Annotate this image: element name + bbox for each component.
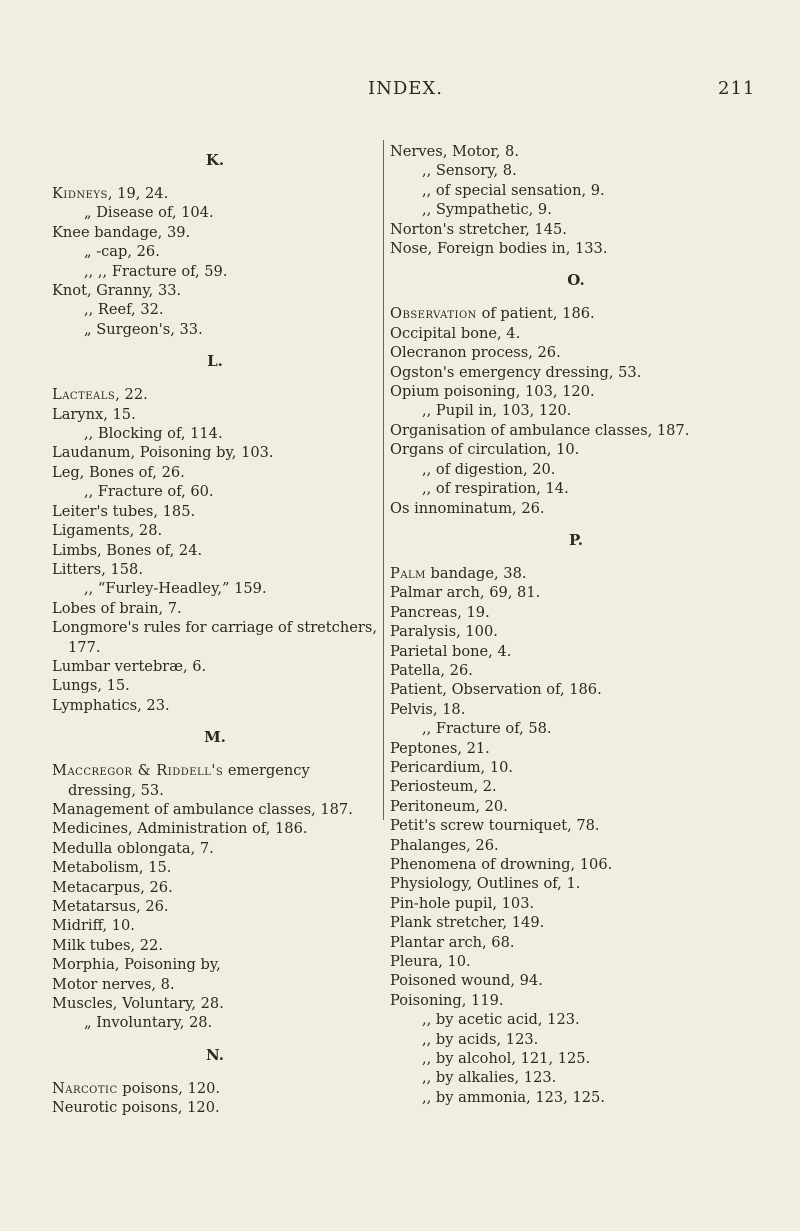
entry-text: Phalanges, 26. [390,836,499,854]
index-entry [52,839,378,858]
index-entry [52,184,378,203]
index-entry [52,405,378,424]
index-entry [52,443,378,462]
entry-text: Organisation of ambulance classes, 187. [390,421,690,439]
entry-text: Organs of circulation, 10. [390,441,580,459]
index-subentry [390,200,762,219]
index-subentry [390,1068,762,1087]
entry-text: Paralysis, 100. [390,623,498,641]
section-letter: M. [204,728,226,747]
entry-text: Norton's stretcher, 145. [390,220,567,238]
entry-text: ,, of respiration, 14. [422,480,569,498]
index-entry [390,324,762,343]
index-entry [390,971,762,990]
index-subentry [52,242,378,261]
index-subentry [390,479,762,498]
entry-text: Patella, 26. [390,661,473,679]
entry-text: Medicines, Administration of, 186. [52,820,308,838]
entry-text: Petit's screw tourniquet, 78. [390,817,600,835]
index-entry [52,521,378,540]
index-entry [52,994,378,1013]
index-entry [390,564,762,583]
entry-text: Midriff, 10. [52,917,135,935]
index-entry [52,800,378,819]
index-entry [390,363,762,382]
index-entry [390,758,762,777]
index-subentry [390,181,762,200]
entry-text: ,, Sympathetic, 9. [422,201,552,219]
entry-text: Nerves, Motor, 8. [390,143,519,160]
index-entry [390,952,762,971]
index-entry [52,878,378,897]
index-entry [390,583,762,602]
entry-text: ,, Reef, 32. [84,301,164,319]
index-entry [52,696,378,715]
index-entry [390,855,762,874]
index-entry [52,281,378,300]
index-entry [52,560,378,579]
index-entry [390,304,762,323]
entry-lead-word: Kidneys [52,185,108,202]
index-entry [52,502,378,521]
entry-text: Olecranon process, 26. [390,344,561,362]
index-subentry [52,203,378,222]
index-entry [390,622,762,641]
entry-text: ,, Fracture of, 60. [84,483,214,501]
entry-text: Poisoned wound, 94. [390,972,543,990]
entry-text: Laudanum, Poisoning by, 103. [52,444,274,462]
entry-text: Knot, Granny, 33. [52,282,182,300]
index-subentry [52,1013,378,1032]
right-index-column [390,142,762,1107]
entry-text: Larynx, 15. [52,405,136,423]
entry-text: ,, by alkalies, 123. [422,1069,557,1087]
entry-text: emergency dressing, 53. [68,762,310,799]
index-entry [52,618,378,657]
index-subentry [390,1049,762,1068]
entry-text: Phenomena of drowning, 106. [390,856,613,873]
section-letter: N. [206,1045,224,1064]
entry-text: ,, by alcohol, 121, 125. [422,1050,591,1068]
entry-text: Os innominatum, 26. [390,499,545,517]
index-entry [52,1079,378,1098]
index-entry [390,777,762,796]
index-entry [390,421,762,440]
index-entry [390,343,762,362]
index-entry [390,816,762,835]
column-divider [383,140,384,820]
index-entry [52,936,378,955]
entry-text: Ogston's emergency dressing, 53. [390,363,642,381]
entry-lead-word: Observation [390,305,477,323]
entry-text: ,, Fracture of, 58. [422,720,552,738]
entry-text: Longmore's rules for carriage of stretchers, 177. [52,619,377,656]
index-entry [390,894,762,913]
entry-text: Patient, Observation of, 186. [390,681,602,699]
entry-text: Nose, Foreign bodies in, 133. [390,240,608,258]
entry-text: „ Involuntary, 28. [84,1014,213,1032]
index-entry [52,761,378,800]
entry-text: Pin-hole pupil, 103. [390,894,535,912]
index-entry [52,916,378,935]
index-entry [390,913,762,932]
index-entry [52,1098,378,1117]
entry-text: Plantar arch, 68. [390,933,515,951]
entry-text: ,, by acids, 123. [422,1030,539,1048]
index-entry [390,680,762,699]
entry-text: Poisoning, 119. [390,991,504,1009]
page-number: 211 [718,78,756,99]
entry-lead-word: Palm [390,564,426,582]
index-entry [390,220,762,239]
index-entry [390,440,762,459]
entry-text: Metatarsus, 26. [52,898,169,915]
index-entry [52,975,378,994]
index-entry [390,874,762,893]
index-subentry [390,719,762,738]
entry-text: ,, of special sensation, 9. [422,181,605,199]
index-subentry [390,1030,762,1049]
index-entry [52,819,378,838]
entry-text: Pelvis, 18. [390,700,466,718]
index-entry [52,385,378,404]
entry-text: Peritoneum, 20. [390,797,508,815]
entry-text: Lymphatics, 23. [52,696,170,714]
index-subentry [390,161,762,180]
entry-text: poisons, 120. [117,1079,221,1097]
entry-text: „ Surgeon's, 33. [84,320,203,338]
entry-text: Leg, Bones of, 26. [52,463,185,481]
index-entry [52,223,378,242]
entry-text: ,, by ammonia, 123, 125. [422,1088,605,1106]
index-subentry [52,424,378,443]
entry-text: Leiter's tubes, 185. [52,502,196,520]
index-entry [390,739,762,758]
entry-text: ,, Sensory, 8. [422,162,517,180]
entry-text: Periosteum, 2. [390,778,497,796]
index-subentry [390,1010,762,1029]
entry-text: ,, of digestion, 20. [422,460,556,478]
index-entry [390,700,762,719]
index-entry [390,991,762,1010]
entry-text: „ Disease of, 104. [84,204,214,222]
left-index-column [52,142,378,1118]
entry-text: Motor nerves, 8. [52,975,175,993]
index-entry [52,599,378,618]
index-entry [52,676,378,695]
index-entry [52,541,378,560]
entry-text: Milk tubes, 22. [52,936,163,954]
index-entry [52,858,378,877]
entry-lead-word: Maccregor & Riddell's [52,762,224,780]
index-subentry [52,482,378,501]
index-entry [390,603,762,622]
index-subentry [52,262,378,281]
entry-text: Ligaments, 28. [52,522,163,540]
entry-text: Palmar arch, 69, 81. [390,584,541,602]
section-letter: L. [207,352,223,371]
entry-text: , 19, 24. [107,185,169,202]
entry-text: Peptones, 21. [390,739,490,757]
index-subentry [52,579,378,598]
index-entry [52,897,378,916]
entry-text: Lobes of brain, 7. [52,599,182,617]
index-subentry [52,300,378,319]
running-title: INDEX. [368,78,443,99]
entry-text: Pericardium, 10. [390,758,514,776]
index-entry [52,657,378,676]
index-entry [390,661,762,680]
entry-text: of patient, 186. [476,305,595,323]
entry-text: , 22. [115,386,148,404]
entry-text: bandage, 38. [425,564,527,582]
entry-text: Knee bandage, 39. [52,223,191,241]
entry-lead-word: Lacteals [52,386,116,404]
entry-text: Pancreas, 19. [390,603,490,621]
entry-text: Pleura, 10. [390,953,471,971]
index-entry [390,239,762,258]
entry-text: ,, Blocking of, 114. [84,425,223,443]
index-entry [390,499,762,518]
index-subentry [390,460,762,479]
section-letter: O. [567,271,585,290]
entry-text: Opium poisoning, 103, 120. [390,383,595,401]
index-entry [52,463,378,482]
entry-text: Physiology, Outlines of, 1. [390,875,581,893]
entry-text: Medulla oblongata, 7. [52,839,214,857]
index-subentry [390,401,762,420]
entry-lead-word: Narcotic [52,1079,118,1097]
entry-text: ,, by acetic acid, 123. [422,1011,580,1029]
index-entry [52,955,378,974]
entry-text: Neurotic poisons, 120. [52,1099,220,1117]
entry-text: Lungs, 15. [52,677,130,695]
entry-text: Metabolism, 15. [52,859,172,877]
entry-text: Lumbar vertebræ, 6. [52,657,207,675]
index-entry [390,642,762,661]
entry-text: „ -cap, 26. [84,243,160,261]
section-letter: P. [568,530,584,549]
entry-text: Management of ambulance classes, 187. [52,800,353,818]
index-subentry [52,320,378,339]
entry-text: Litters, 158. [52,560,143,578]
index-subentry [390,1088,762,1107]
index-entry [390,382,762,401]
index-entry [390,142,762,161]
entry-text: Parietal bone, 4. [390,642,512,660]
entry-text: Occipital bone, 4. [390,324,521,342]
entry-text: Muscles, Voluntary, 28. [52,995,224,1013]
entry-text: Plank stretcher, 149. [390,914,545,932]
index-entry [390,836,762,855]
entry-text: ,, Pupil in, 103, 120. [422,402,572,420]
entry-text: Morphia, Poisoning by, [52,956,221,974]
entry-text: Limbs, Bones of, 24. [52,541,203,559]
section-letter: K. [205,151,225,169]
index-entry [390,933,762,952]
entry-text: ,, ,, Fracture of, 59. [84,262,228,280]
index-entry [390,797,762,816]
entry-text: Metacarpus, 26. [52,878,173,896]
entry-text: ,, “Furley-Headley,” 159. [84,580,267,598]
